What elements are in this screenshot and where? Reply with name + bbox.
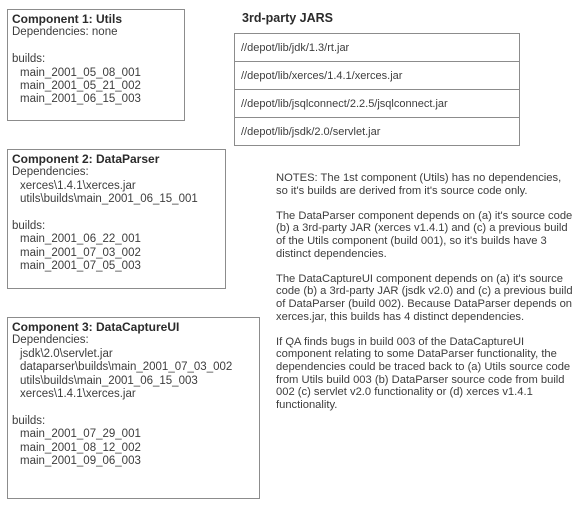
component-3-build: main_2001_08_12_002 (20, 441, 141, 454)
component-3-dependency: jsdk\2.0\servlet.jar (20, 347, 113, 360)
jars-table (234, 33, 520, 146)
notes-paragraph: If QA finds bugs in build 003 of the DataCaptureUI component relating to some DataParser functionality, the dependencies could be traced back to (a) Utils source code from Utils build 003 (b) DataParser source code from build 002 (c) servlet v2.0 functionality or (d) xerces v1.4.1 functionality. (276, 335, 571, 411)
jar-item: //depot/lib/jdk/1.3/rt.jar (235, 34, 520, 62)
component-3-title: Component 3: DataCaptureUI (12, 320, 180, 334)
component-2-build: main_2001_07_05_003 (20, 260, 141, 273)
component-3-build: main_2001_09_06_003 (20, 455, 141, 468)
notes-paragraph: NOTES: The 1st component (Utils) has no dependencies, so it's builds are derived from it's source code only. (276, 172, 562, 197)
jar-item: //depot/lib/jsdk/2.0/servlet.jar (235, 118, 520, 146)
jars-heading: 3rd-party JARS (242, 11, 333, 25)
component-2-dependency: xerces\1.4.1\xerces.jar (20, 179, 136, 192)
component-2-box (7, 149, 226, 289)
component-2-title: Component 2: DataParser (12, 152, 160, 166)
component-2-dependency: utils\builds\main_2001_06_15_001 (20, 193, 198, 206)
notes (276, 172, 573, 424)
component-1-box (7, 9, 185, 121)
jar-item: //depot/lib/xerces/1.4.1/xerces.jar (235, 62, 520, 90)
component-1-build: main_2001_06_15_003 (20, 93, 141, 106)
component-1-dependencies-label: Dependencies: none (12, 26, 118, 39)
component-3-box (7, 317, 260, 499)
component-3-dependency: dataparser\builds\main_2001_07_03_002 (20, 361, 233, 374)
component-2-dependencies-label: Dependencies: (12, 166, 89, 179)
notes-paragraph: The DataParser component depends on (a) it's source code (b) a 3rd-party JAR (xerces v1.4.1) and (c) a previous build of the Utils component (build 001), so it's builds have 3 distinct dependencies. (276, 209, 573, 260)
notes-paragraph: The DataCaptureUI component depends on (a) it's source code (b) a 3rd-party JAR (jsdk v2.0) and (c) a previous build of DataParser (build 002). Because DataParser depends on xerces.jar, this builds has 4 distinct dependencies. (276, 272, 573, 323)
component-2-build: main_2001_06_22_001 (20, 233, 141, 246)
component-1-build: main_2001_05_21_002 (20, 80, 141, 93)
component-2-build: main_2001_07_03_002 (20, 246, 141, 259)
component-1-builds-label: builds: (12, 53, 46, 66)
component-3-dependency: xerces\1.4.1\xerces.jar (20, 388, 136, 401)
component-3-dependency: utils\builds\main_2001_06_15_003 (20, 374, 198, 387)
jar-item: //depot/lib/jsqlconnect/2.2.5/jsqlconnect.jar (235, 90, 520, 118)
component-3-builds-label: builds: (12, 414, 46, 427)
component-2-builds-label: builds: (12, 220, 46, 233)
component-3-build: main_2001_07_29_001 (20, 428, 141, 441)
component-1-build: main_2001_05_08_001 (20, 66, 141, 79)
component-1-title: Component 1: Utils (12, 12, 122, 26)
component-3-dependencies-label: Dependencies: (12, 334, 89, 347)
